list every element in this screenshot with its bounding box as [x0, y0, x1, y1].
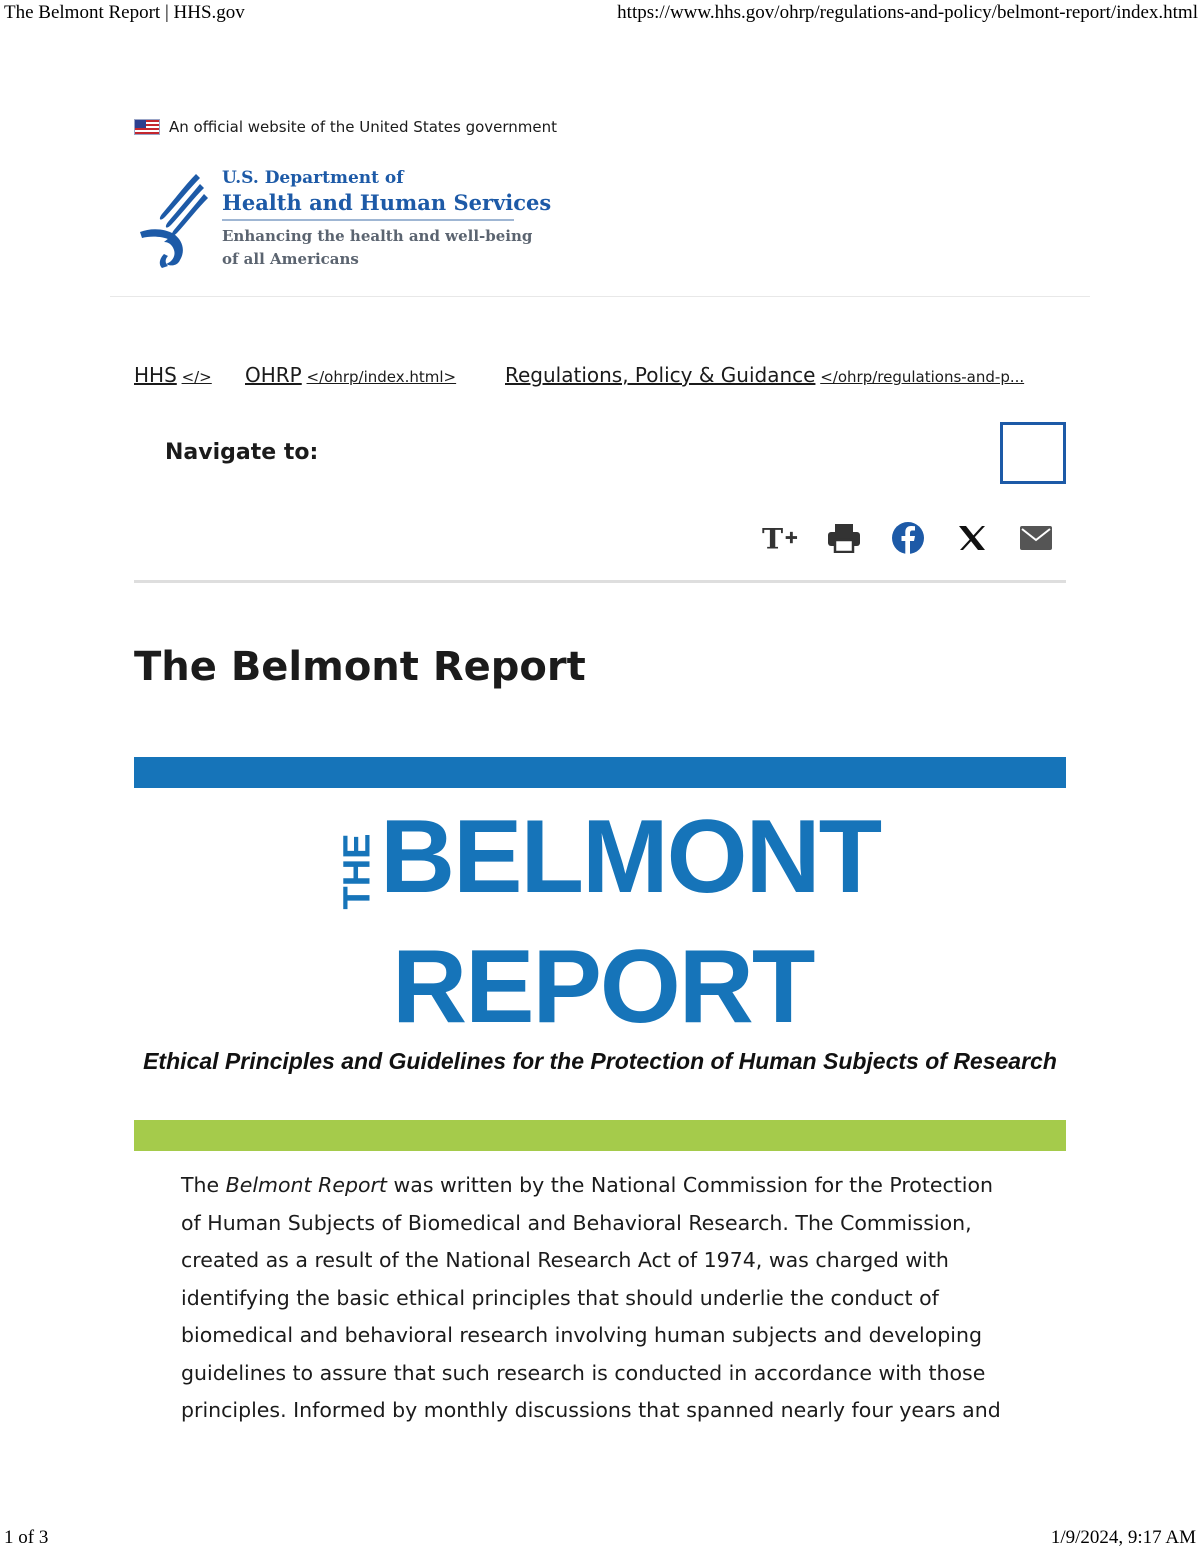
banner-subtitle: Ethical Principles and Guidelines for the Protection of Human Subjects of Research [143, 1048, 1057, 1074]
svg-text:T: T [762, 523, 784, 553]
header-divider [110, 296, 1090, 297]
share-divider [134, 580, 1066, 583]
breadcrumb-href[interactable]: </> [181, 368, 212, 386]
email-icon[interactable] [1018, 520, 1054, 556]
intro-paragraph [181, 1167, 1011, 1430]
hhs-eagle-logo-icon[interactable] [134, 170, 216, 270]
logo-divider [222, 219, 514, 221]
intro-text-start: The [181, 1173, 226, 1197]
x-icon[interactable] [954, 520, 990, 556]
intro-report-title: Belmont Report [225, 1173, 387, 1197]
print-icon[interactable] [826, 520, 862, 556]
breadcrumb-item-regulations[interactable] [505, 363, 1024, 387]
banner-belmont-text: BELMONT [380, 799, 881, 915]
print-header-title: The Belmont Report | HHS.gov [4, 2, 245, 23]
banner-report-text: REPORT [392, 929, 814, 1045]
banner-top-bar [134, 757, 1066, 788]
logo-tagline-line-1: Enhancing the health and well-being [222, 227, 533, 245]
navigate-to-select[interactable] [1000, 422, 1066, 484]
banner-bottom-bar [134, 1120, 1066, 1151]
print-footer-datetime: 1/9/2024, 9:17 AM [1050, 1527, 1196, 1548]
us-flag-icon [134, 119, 160, 135]
breadcrumb-link[interactable]: Regulations, Policy & Guidance [505, 363, 816, 387]
breadcrumb-link[interactable]: HHS [134, 363, 177, 387]
breadcrumb-href[interactable]: </ohrp/index.html> [306, 368, 457, 386]
intro-text-rest: was written by the National Commission for the Protection of Human Subjects of Biomedical and Behavioral Research. The Commission, created as a result of the National Research Act of 1974, was charged with identifying the basic ethical principles that should underlie the conduct of biomedical and behavioral research involving human subjects and developing guidelines to assure that such research is conducted in accordance with those principles. Informed by monthly discussions that spanned nearly four years and [181, 1173, 1001, 1422]
logo-agency-name: Health and Human Services [222, 190, 552, 215]
navigate-to-label: Navigate to: [165, 440, 319, 465]
official-website-notice: An official website of the United States government [169, 118, 558, 136]
breadcrumb-item-ohrp[interactable] [245, 363, 456, 387]
logo-tagline-line-2: of all Americans [222, 250, 359, 268]
page-title: The Belmont Report [134, 644, 586, 690]
breadcrumb-href[interactable]: </ohrp/regulations-and-p... [820, 368, 1025, 386]
logo-dept-line: U.S. Department of [222, 168, 404, 188]
print-header-url: https://www.hhs.gov/ohrp/regulations-and-policy/belmont-report/index.html [617, 2, 1198, 23]
breadcrumb-item-hhs[interactable] [134, 363, 212, 387]
facebook-icon[interactable] [890, 520, 926, 556]
print-footer-page: 1 of 3 [4, 1527, 49, 1548]
breadcrumb-link[interactable]: OHRP [245, 363, 302, 387]
banner-the-text: THE [336, 833, 379, 910]
text-size-icon[interactable] [762, 520, 798, 556]
